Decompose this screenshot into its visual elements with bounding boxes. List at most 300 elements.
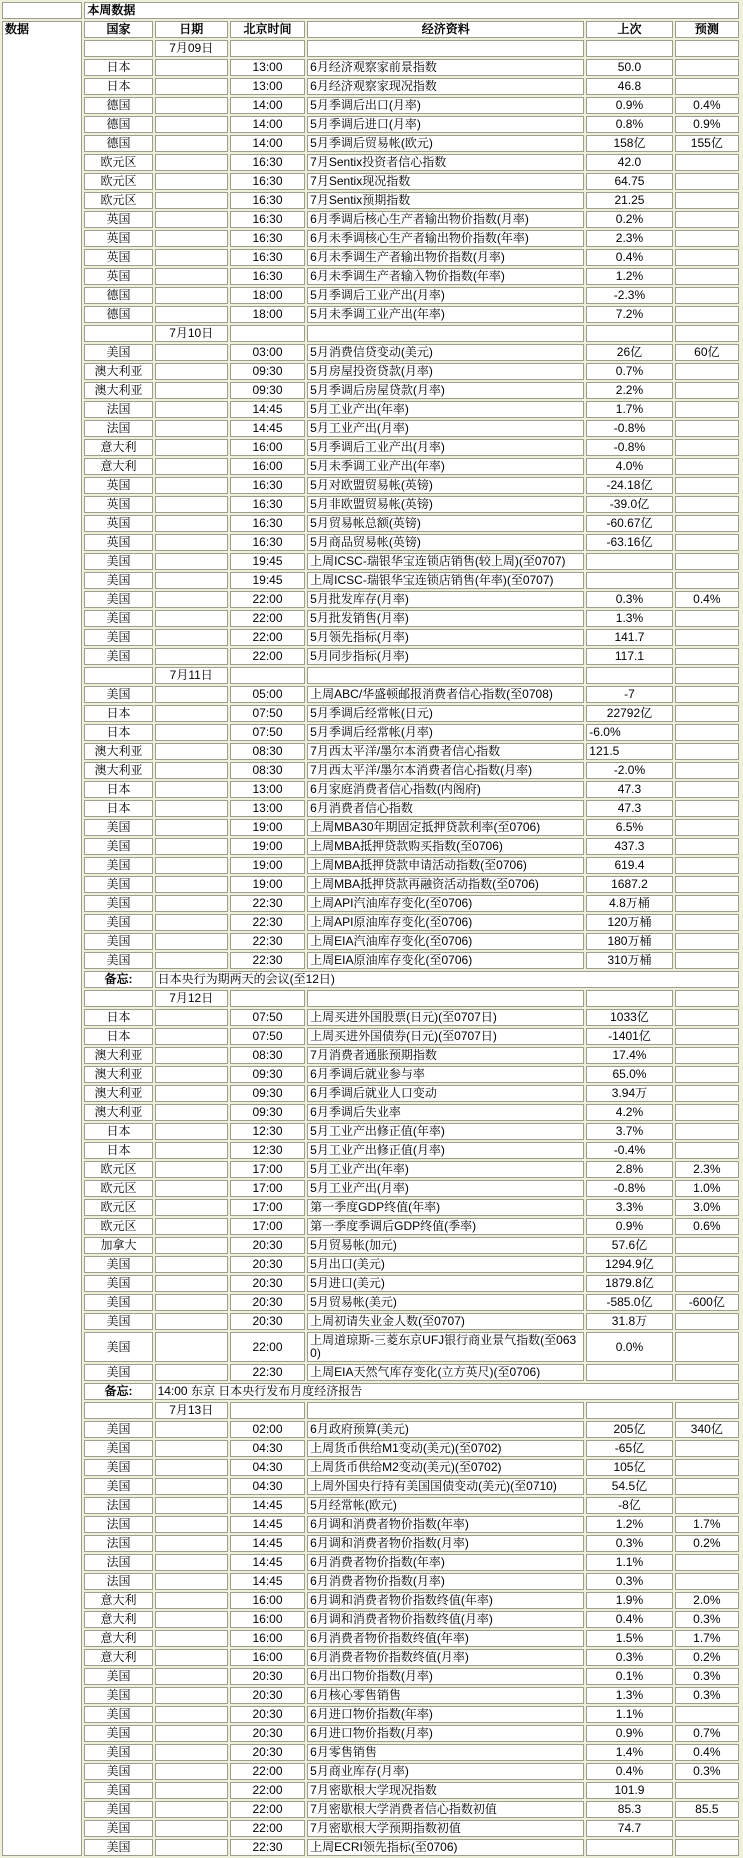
country-cell: 美国 (84, 1763, 152, 1780)
table-row (2, 1161, 739, 1178)
time-cell: 18:00 (230, 287, 305, 304)
previous-cell: 0.4% (586, 1763, 672, 1780)
date-cell (155, 933, 228, 950)
table-row (2, 838, 739, 855)
previous-cell: 1.3% (586, 1687, 672, 1704)
date-cell (155, 1199, 228, 1216)
previous-cell: 0.9% (586, 1725, 672, 1742)
date-cell (155, 1573, 228, 1590)
country-cell: 法国 (84, 1516, 152, 1533)
time-cell: 20:30 (230, 1237, 305, 1254)
previous-cell: 2.3% (586, 230, 672, 247)
previous-cell: 74.7 (586, 1820, 672, 1837)
time-cell: 16:00 (230, 458, 305, 475)
time-cell: 19:00 (230, 838, 305, 855)
column-header-date: 日期 (155, 21, 228, 38)
country-cell: 美国 (84, 933, 152, 950)
forecast-cell (675, 325, 739, 342)
item-cell: 5月批发库存(月率) (307, 591, 584, 608)
forecast-cell: 85.5 (675, 1801, 739, 1818)
item-cell: 5月批发销售(月率) (307, 610, 584, 627)
column-header-forecast: 预测 (675, 21, 739, 38)
time-cell: 22:00 (230, 648, 305, 665)
date-cell (155, 1839, 228, 1856)
item-cell: 上周API汽油库存变化(至0706) (307, 895, 584, 912)
table-row (2, 249, 739, 266)
date-cell (155, 1592, 228, 1609)
previous-cell: 1.2% (586, 1516, 672, 1533)
table-row (2, 1123, 739, 1140)
date-cell (155, 154, 228, 171)
forecast-cell: 0.4% (675, 1744, 739, 1761)
date-cell (155, 1161, 228, 1178)
time-cell: 20:30 (230, 1744, 305, 1761)
country-cell: 德国 (84, 135, 152, 152)
forecast-cell: -600亿 (675, 1294, 739, 1311)
country-cell: 澳大利亚 (84, 382, 152, 399)
time-cell: 14:00 (230, 97, 305, 114)
previous-cell: 437.3 (586, 838, 672, 855)
table-row (2, 1459, 739, 1476)
item-cell: 上周API原油库存变化(至0706) (307, 914, 584, 931)
previous-cell: 3.3% (586, 1199, 672, 1216)
country-cell: 美国 (84, 686, 152, 703)
item-cell: 上周MBA抵押贷款再融资活动指数(至0706) (307, 876, 584, 893)
item-cell: 5月工业产出修正值(年率) (307, 1123, 584, 1140)
date-cell (155, 1440, 228, 1457)
forecast-cell (675, 439, 739, 456)
table-row (2, 515, 739, 532)
time-cell: 22:00 (230, 1332, 305, 1362)
date-cell (155, 382, 228, 399)
item-cell: 7月消费者通胀预期指数 (307, 1047, 584, 1064)
previous-cell: 0.0% (586, 1332, 672, 1362)
forecast-cell (675, 1478, 739, 1495)
previous-cell: 3.7% (586, 1123, 672, 1140)
item-cell: 5月工业产出修正值(月率) (307, 1142, 584, 1159)
country-cell: 澳大利亚 (84, 1066, 152, 1083)
previous-cell: 205亿 (586, 1421, 672, 1438)
previous-cell: 1687.2 (586, 876, 672, 893)
previous-cell (586, 40, 672, 57)
time-cell: 17:00 (230, 1199, 305, 1216)
time-cell: 07:50 (230, 1009, 305, 1026)
time-cell: 16:30 (230, 534, 305, 551)
country-cell: 美国 (84, 952, 152, 969)
item-cell: 5月季调后工业产出(月率) (307, 287, 584, 304)
time-cell: 20:30 (230, 1294, 305, 1311)
time-cell: 14:45 (230, 401, 305, 418)
previous-cell: 50.0 (586, 59, 672, 76)
table-row (2, 401, 739, 418)
forecast-cell (675, 1820, 739, 1837)
previous-cell: 1.5% (586, 1630, 672, 1647)
previous-cell: 1.9% (586, 1592, 672, 1609)
forecast-cell (675, 173, 739, 190)
memo-label-cell: 备忘: (84, 971, 152, 988)
item-cell: 6月消费者物价指数终值(月率) (307, 1649, 584, 1666)
time-cell: 09:30 (230, 363, 305, 380)
item-cell: 6月季调后核心生产者输出物价指数(月率) (307, 211, 584, 228)
previous-cell: -0.4% (586, 1142, 672, 1159)
item-cell (307, 667, 584, 684)
time-cell: 14:00 (230, 116, 305, 133)
country-cell: 欧元区 (84, 173, 152, 190)
item-cell: 上周买进外国债券(日元)(至0707日) (307, 1028, 584, 1045)
forecast-cell (675, 1047, 739, 1064)
time-cell: 20:30 (230, 1313, 305, 1330)
date-cell (155, 838, 228, 855)
forecast-cell: 0.3% (675, 1611, 739, 1628)
date-cell (155, 515, 228, 532)
item-cell: 5月季调后经常帐(月率) (307, 724, 584, 741)
table-row (2, 1218, 739, 1235)
country-cell: 澳大利亚 (84, 762, 152, 779)
item-cell: 6月出口物价指数(月率) (307, 1668, 584, 1685)
forecast-cell (675, 553, 739, 570)
forecast-cell (675, 1142, 739, 1159)
item-cell: 5月工业产出(月率) (307, 420, 584, 437)
date-cell (155, 1066, 228, 1083)
previous-cell (586, 990, 672, 1007)
table-row (2, 895, 739, 912)
date-cell (155, 1744, 228, 1761)
country-cell: 美国 (84, 1421, 152, 1438)
item-cell: 5月工业产出(年率) (307, 401, 584, 418)
previous-cell: 46.8 (586, 78, 672, 95)
table-row (2, 1516, 739, 1533)
country-cell: 法国 (84, 1573, 152, 1590)
country-cell: 澳大利亚 (84, 1104, 152, 1121)
item-cell: 6月未季调生产者输出物价指数(月率) (307, 249, 584, 266)
forecast-cell (675, 952, 739, 969)
forecast-cell (675, 515, 739, 532)
time-cell (230, 667, 305, 684)
country-cell: 日本 (84, 724, 152, 741)
date-cell (155, 534, 228, 551)
country-cell: 美国 (84, 610, 152, 627)
table-row (2, 819, 739, 836)
country-cell: 法国 (84, 1497, 152, 1514)
date-row (2, 1402, 739, 1419)
previous-cell: 6.5% (586, 819, 672, 836)
previous-cell (586, 1839, 672, 1856)
date-cell (155, 287, 228, 304)
previous-cell: 310万桶 (586, 952, 672, 969)
item-cell: 7月Sentix现况指数 (307, 173, 584, 190)
forecast-cell (675, 781, 739, 798)
item-cell: 6月调和消费者物价指数终值(月率) (307, 1611, 584, 1628)
forecast-cell (675, 1497, 739, 1514)
date-cell (155, 135, 228, 152)
previous-cell: 121.5 (586, 743, 672, 760)
table-row (2, 211, 739, 228)
previous-cell: 0.3% (586, 591, 672, 608)
time-cell: 22:00 (230, 1801, 305, 1818)
previous-cell: 158亿 (586, 135, 672, 152)
country-cell: 美国 (84, 1364, 152, 1381)
country-cell: 美国 (84, 819, 152, 836)
country-cell: 意大利 (84, 1649, 152, 1666)
country-cell: 日本 (84, 78, 152, 95)
forecast-cell (675, 857, 739, 874)
forecast-cell (675, 1402, 739, 1419)
forecast-cell (675, 382, 739, 399)
time-cell: 07:50 (230, 705, 305, 722)
time-cell: 14:45 (230, 1516, 305, 1533)
table-row (2, 1364, 739, 1381)
country-cell: 德国 (84, 97, 152, 114)
forecast-cell (675, 40, 739, 57)
previous-cell: 42.0 (586, 154, 672, 171)
time-cell: 16:30 (230, 192, 305, 209)
item-cell: 6月调和消费者物价指数终值(年率) (307, 1592, 584, 1609)
date-row (2, 990, 739, 1007)
item-cell: 6月未季调核心生产者输出物价指数(年率) (307, 230, 584, 247)
country-cell: 澳大利亚 (84, 1085, 152, 1102)
country-cell: 德国 (84, 287, 152, 304)
forecast-cell (675, 401, 739, 418)
time-cell: 20:30 (230, 1706, 305, 1723)
country-cell: 日本 (84, 781, 152, 798)
time-cell (230, 325, 305, 342)
item-cell: 6月消费者信心指数 (307, 800, 584, 817)
item-cell: 5月商品贸易帐(英镑) (307, 534, 584, 551)
time-cell: 16:30 (230, 211, 305, 228)
forecast-cell (675, 287, 739, 304)
item-cell: 6月调和消费者物价指数(月率) (307, 1535, 584, 1552)
forecast-cell (675, 1573, 739, 1590)
table-row (2, 1535, 739, 1552)
table-row (2, 1199, 739, 1216)
country-cell (84, 40, 152, 57)
item-cell: 5月领先指标(月率) (307, 629, 584, 646)
date-cell (155, 477, 228, 494)
previous-cell: 21.25 (586, 192, 672, 209)
column-header-time: 北京时间 (230, 21, 305, 38)
table-row (2, 1763, 739, 1780)
previous-cell: -0.8% (586, 420, 672, 437)
time-cell: 16:30 (230, 154, 305, 171)
table-row (2, 800, 739, 817)
forecast-cell (675, 724, 739, 741)
date-cell (155, 1630, 228, 1647)
date-cell (155, 1725, 228, 1742)
table-row (2, 230, 739, 247)
previous-cell: 0.7% (586, 363, 672, 380)
previous-cell: 1.1% (586, 1554, 672, 1571)
item-cell: 5月季调后经常帐(日元) (307, 705, 584, 722)
table-row (2, 496, 739, 513)
country-cell: 德国 (84, 306, 152, 323)
forecast-cell (675, 249, 739, 266)
time-cell: 13:00 (230, 78, 305, 95)
country-cell: 美国 (84, 838, 152, 855)
time-cell: 09:30 (230, 1104, 305, 1121)
forecast-cell: 0.3% (675, 1687, 739, 1704)
forecast-cell (675, 59, 739, 76)
previous-cell: 17.4% (586, 1047, 672, 1064)
table-row (2, 1478, 739, 1495)
time-cell (230, 40, 305, 57)
forecast-cell (675, 762, 739, 779)
country-cell: 欧元区 (84, 154, 152, 171)
table-row (2, 344, 739, 361)
country-cell: 美国 (84, 1839, 152, 1856)
date-cell (155, 268, 228, 285)
previous-cell: -6.0% (586, 724, 672, 741)
item-cell: 6月未季调生产者输入物价指数(年率) (307, 268, 584, 285)
forecast-cell (675, 192, 739, 209)
table-row (2, 1066, 739, 1083)
country-cell: 意大利 (84, 1592, 152, 1609)
previous-cell: -65亿 (586, 1440, 672, 1457)
time-cell: 22:00 (230, 591, 305, 608)
item-cell: 5月未季调工业产出(年率) (307, 458, 584, 475)
previous-cell: -63.16亿 (586, 534, 672, 551)
country-cell: 美国 (84, 1478, 152, 1495)
time-cell: 22:00 (230, 610, 305, 627)
date-cell (155, 743, 228, 760)
previous-cell: 2.8% (586, 1161, 672, 1178)
table-row (2, 629, 739, 646)
previous-cell: 1.1% (586, 1706, 672, 1723)
country-cell: 美国 (84, 1725, 152, 1742)
previous-cell: -7 (586, 686, 672, 703)
item-cell: 6月季调后就业人口变动 (307, 1085, 584, 1102)
table-row (2, 762, 739, 779)
date-cell (155, 1275, 228, 1292)
forecast-cell (675, 306, 739, 323)
item-cell: 上周初请失业金人数(至0707) (307, 1313, 584, 1330)
forecast-cell (675, 363, 739, 380)
country-cell: 美国 (84, 344, 152, 361)
country-cell: 欧元区 (84, 1199, 152, 1216)
item-cell: 上周ABC/华盛顿邮报消费者信心指数(至0708) (307, 686, 584, 703)
item-cell: 6月季调后就业参与率 (307, 1066, 584, 1083)
country-cell: 美国 (84, 648, 152, 665)
date-cell (155, 420, 228, 437)
table-row (2, 1142, 739, 1159)
country-cell: 意大利 (84, 1630, 152, 1647)
item-cell: 5月季调后出口(月率) (307, 97, 584, 114)
forecast-cell (675, 610, 739, 627)
country-cell (84, 1402, 152, 1419)
date-cell (155, 648, 228, 665)
country-cell: 美国 (84, 876, 152, 893)
previous-cell: 47.3 (586, 800, 672, 817)
forecast-cell (675, 1554, 739, 1571)
table-row (2, 458, 739, 475)
country-cell: 欧元区 (84, 1218, 152, 1235)
time-cell: 14:45 (230, 1573, 305, 1590)
table-row (2, 952, 739, 969)
table-row (2, 1554, 739, 1571)
table-row (2, 1313, 739, 1330)
date-cell (155, 1820, 228, 1837)
country-cell (84, 667, 152, 684)
country-cell: 美国 (84, 1275, 152, 1292)
date-cell (155, 1142, 228, 1159)
previous-cell: 0.4% (586, 1611, 672, 1628)
item-cell: 上周ICSC-瑞银华宝连锁店销售(较上周)(至0707) (307, 553, 584, 570)
country-cell: 美国 (84, 1313, 152, 1330)
date-cell (155, 439, 228, 456)
previous-cell: 85.3 (586, 1801, 672, 1818)
forecast-cell: 0.4% (675, 97, 739, 114)
date-cell (155, 895, 228, 912)
forecast-cell (675, 1839, 739, 1856)
forecast-cell (675, 629, 739, 646)
date-cell (155, 1256, 228, 1273)
item-cell: 第一季度季调后GDP终值(季率) (307, 1218, 584, 1235)
country-cell: 美国 (84, 1256, 152, 1273)
time-cell: 22:30 (230, 914, 305, 931)
forecast-cell (675, 1237, 739, 1254)
date-cell: 7月13日 (155, 1402, 228, 1419)
table-row (2, 192, 739, 209)
forecast-cell (675, 458, 739, 475)
country-cell: 英国 (84, 515, 152, 532)
item-cell: 上周买进外国股票(日元)(至0707日) (307, 1009, 584, 1026)
time-cell: 22:30 (230, 1364, 305, 1381)
date-cell (155, 1237, 228, 1254)
date-cell (155, 914, 228, 931)
time-cell: 09:30 (230, 382, 305, 399)
country-cell: 加拿大 (84, 1237, 152, 1254)
previous-cell: 0.3% (586, 1535, 672, 1552)
table-row (2, 59, 739, 76)
forecast-cell: 0.2% (675, 1649, 739, 1666)
country-cell: 意大利 (84, 1611, 152, 1628)
table-row (2, 1275, 739, 1292)
previous-cell (586, 1402, 672, 1419)
previous-cell: 0.8% (586, 116, 672, 133)
time-cell: 08:30 (230, 762, 305, 779)
time-cell: 22:00 (230, 1763, 305, 1780)
table-row (2, 1047, 739, 1064)
date-cell (155, 1782, 228, 1799)
forecast-cell: 2.3% (675, 1161, 739, 1178)
previous-cell: -8亿 (586, 1497, 672, 1514)
date-cell (155, 1421, 228, 1438)
date-cell (155, 1706, 228, 1723)
item-cell (307, 1402, 584, 1419)
previous-cell (586, 553, 672, 570)
time-cell: 13:00 (230, 781, 305, 798)
date-cell (155, 1085, 228, 1102)
time-cell: 04:30 (230, 1440, 305, 1457)
country-cell: 欧元区 (84, 1161, 152, 1178)
forecast-cell (675, 876, 739, 893)
country-cell: 美国 (84, 1744, 152, 1761)
item-cell: 6月核心零售销售 (307, 1687, 584, 1704)
forecast-cell (675, 895, 739, 912)
previous-cell: -2.3% (586, 287, 672, 304)
date-cell (155, 1516, 228, 1533)
item-cell: 5月季调后进口(月率) (307, 116, 584, 133)
time-cell: 09:30 (230, 1066, 305, 1083)
time-cell: 16:00 (230, 1630, 305, 1647)
date-cell (155, 952, 228, 969)
time-cell: 16:30 (230, 249, 305, 266)
item-cell: 7月Sentix投资者信心指数 (307, 154, 584, 171)
country-cell (84, 990, 152, 1007)
item-cell: 第一季度GDP终值(年率) (307, 1199, 584, 1216)
column-header-item: 经济资料 (307, 21, 584, 38)
item-cell: 5月房屋投资贷款(月率) (307, 363, 584, 380)
item-cell: 上周道琼斯-三菱东京UFJ银行商业景气指数(至0630) (307, 1332, 584, 1362)
